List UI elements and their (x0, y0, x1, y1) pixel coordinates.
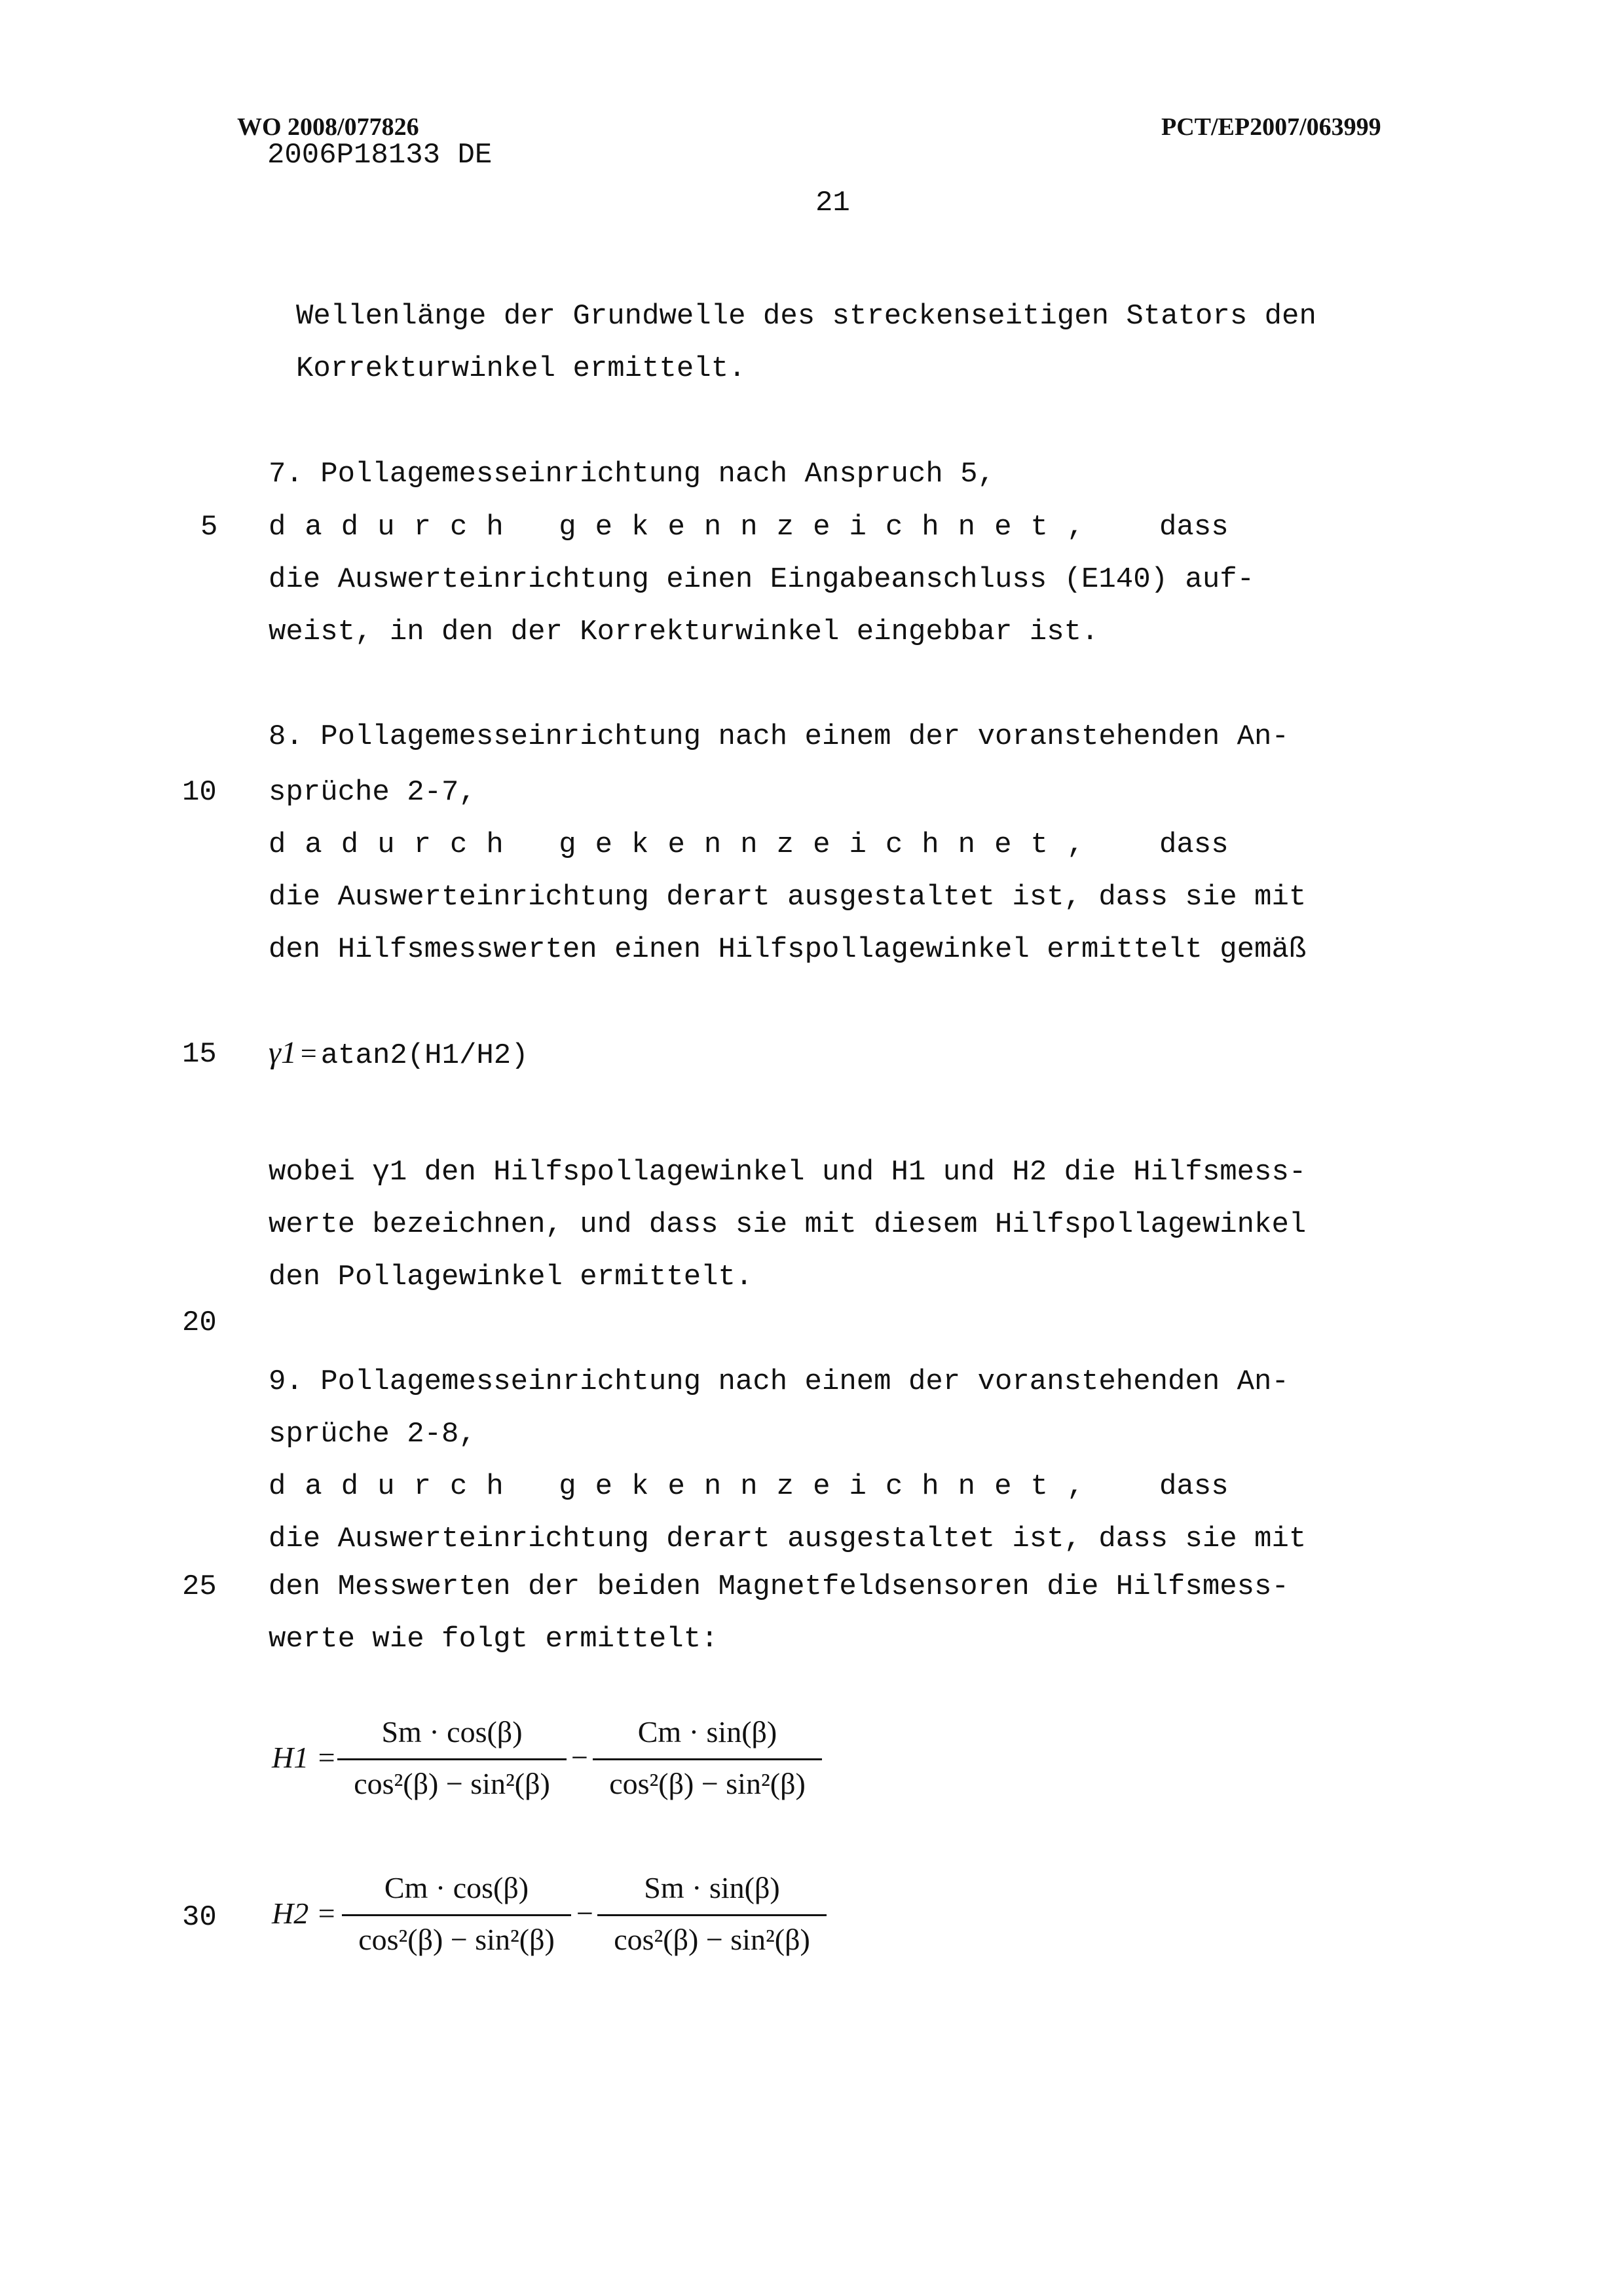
claim9-title-line-1: 9. Pollagemesseinrichtung nach einem der voranstehenden An- (269, 1365, 1289, 1398)
claim9-title-line-2: sprüche 2-8, (269, 1418, 476, 1451)
formula-lhs: γ1 (269, 1035, 297, 1070)
formula-h1-numerator-1: Sm · cos(β) (381, 1715, 523, 1749)
claim7-marker: dadurch gekennzeichnet, (269, 511, 1104, 544)
formula-equals: = (300, 1037, 317, 1069)
formula-h2-numerator-1: Cm · cos(β) (384, 1871, 529, 1904)
application-number: PCT/EP2007/063999 (1161, 113, 1381, 141)
claim8-formula (269, 1035, 529, 1072)
claim7-title: 7. Pollagemesseinrichtung nach Anspruch 5, (269, 458, 995, 491)
publication-number: WO 2008/077826 (237, 113, 419, 141)
formula-h2-denominator-2: cos²(β) − sin²(β) (614, 1923, 810, 1956)
claim8-line-2: den Hilfsmesswerten einen Hilfspollagewinkel ermittelt gemäß (269, 933, 1307, 966)
formula-rhs: atan2(H1/H2) (320, 1039, 529, 1072)
claim9-line-2: den Messwerten der beiden Magnetfeldsensoren die Hilfsmess- (269, 1570, 1289, 1603)
claim8-after-line-2: werte bezeichnen, und dass sie mit diesem Hilfspollagewinkel (269, 1208, 1307, 1241)
claim9-line-1: die Auswerteinrichtung derart ausgestaltet ist, dass sie mit (269, 1523, 1307, 1555)
claim7-line-1: die Auswerteinrichtung einen Eingabeanschluss (E140) auf- (269, 563, 1255, 596)
formula-h1-fraction-bar-2 (593, 1758, 822, 1760)
claim8-title-line-2: sprüche 2-7, (269, 776, 476, 809)
claim8-marker: dadurch gekennzeichnet, (269, 828, 1104, 861)
page-number: 21 (815, 187, 850, 219)
line-number-10: 10 (182, 776, 217, 809)
formula-h2-minus: − (576, 1897, 593, 1930)
formula-h1-fraction-bar-1 (337, 1758, 567, 1760)
line-number-5: 5 (200, 511, 218, 544)
formula-h1-denominator-1: cos²(β) − sin²(β) (354, 1767, 550, 1800)
formula-h1-minus: − (571, 1741, 588, 1774)
formula-h2-denominator-1: cos²(β) − sin²(β) (358, 1923, 555, 1956)
line-number-25: 25 (182, 1570, 217, 1603)
claim8-marker-tail: dass (1159, 828, 1229, 861)
internal-reference: 2006P18133 DE (267, 139, 493, 172)
claim8-line-1: die Auswerteinrichtung derart ausgestaltet ist, dass sie mit (269, 881, 1307, 914)
claim9-marker: dadurch gekennzeichnet, (269, 1470, 1104, 1503)
claim8-title-line-1: 8. Pollagemesseinrichtung nach einem der voranstehenden An- (269, 720, 1289, 753)
claim8-after-line-1: wobei γ1 den Hilfspollagewinkel und H1 und H2 die Hilfsmess- (269, 1156, 1307, 1189)
formula-h1-denominator-2: cos²(β) − sin²(β) (609, 1767, 806, 1800)
line-number-15: 15 (182, 1038, 217, 1071)
formula-h1-numerator-2: Cm · sin(β) (637, 1715, 777, 1749)
claim9-line-3: werte wie folgt ermittelt: (269, 1623, 718, 1656)
formula-h2-lhs: H2 = (272, 1897, 337, 1930)
claim7-line-2: weist, in den der Korrekturwinkel eingebbar ist. (269, 616, 1099, 648)
formula-h2-numerator-2: Sm · sin(β) (644, 1871, 780, 1904)
continuation-line-1: Wellenlänge der Grundwelle des streckenseitigen Stators den (296, 300, 1316, 333)
formula-h2-fraction-bar-1 (342, 1914, 571, 1916)
line-number-30: 30 (182, 1901, 217, 1934)
continuation-line-2: Korrekturwinkel ermittelt. (296, 352, 746, 385)
line-number-20: 20 (182, 1306, 217, 1339)
formula-h1-lhs: H1 = (272, 1741, 337, 1774)
claim7-marker-tail: dass (1159, 511, 1229, 544)
formula-h2-fraction-bar-2 (597, 1914, 827, 1916)
claim8-after-line-3: den Pollagewinkel ermittelt. (269, 1261, 753, 1293)
claim9-marker-tail: dass (1159, 1470, 1229, 1503)
